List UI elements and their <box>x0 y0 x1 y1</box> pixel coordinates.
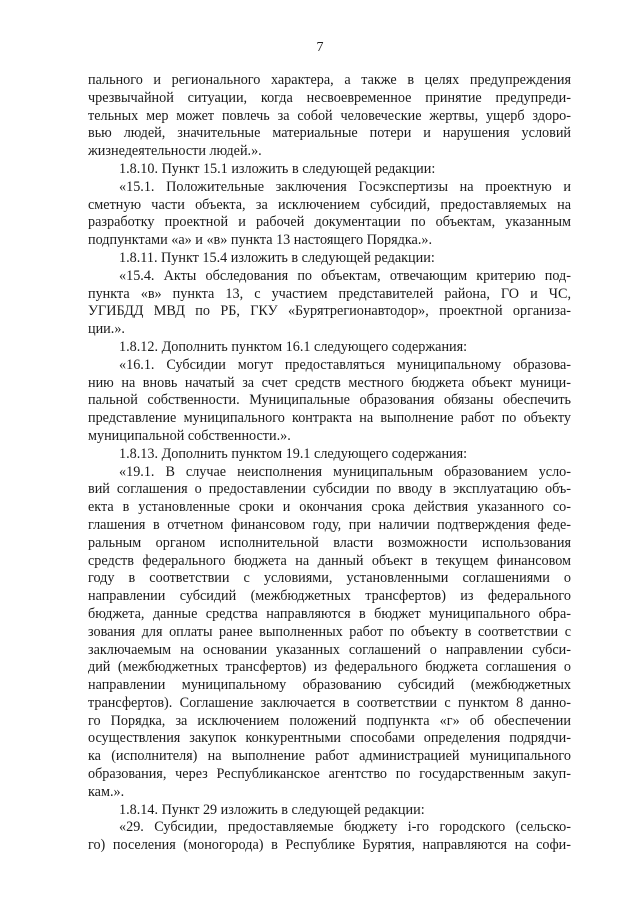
text-line: пальной собственности. Муниципальные образования обязаны обеспечить <box>88 392 571 409</box>
text-line: подпунктами «а» и «в» пункта 13 настоящего Порядка.». <box>88 232 433 249</box>
paragraph <box>88 268 571 339</box>
paragraph <box>88 464 571 802</box>
paragraph <box>88 250 571 268</box>
text-line: направлении субсидий (межбюджетных трансфертов) из федерального <box>88 588 571 605</box>
text-line: заключаемым на основании указанных соглашений о направлении субси- <box>88 641 571 658</box>
text-line: разработку проектной и рабочей документации по объектам, указанным <box>88 214 571 231</box>
text-line: ральным органом исполнительной власти возможности использования <box>88 534 571 551</box>
text-line: «15.4. Акты обследования по объектам, отвечающим критерию под- <box>119 267 571 284</box>
text-line: го) поселения (моногорода) в Республике Бурятия, направляются на софи- <box>88 837 571 854</box>
paragraph <box>88 802 571 820</box>
text-line: УГИБДД МВД по РБ, ГКУ «Бурятрегионавтодор», проектной организа- <box>88 303 571 320</box>
text-line: сметную части объекта, за исключением субсидий, предоставляемых на <box>88 196 571 213</box>
text-line: го Порядка, за исключением положений подпункта «г» об обеспечении <box>88 712 571 729</box>
text-line: чрезвычайной ситуации, когда несвоевременное принятие предупреди- <box>88 89 571 106</box>
text-line: трансфертов). Соглашение заключается в соответствии с пунктом 8 данно- <box>88 694 571 711</box>
paragraph <box>88 339 571 357</box>
text-line: 1.8.13. Дополнить пунктом 19.1 следующего содержания: <box>119 445 468 462</box>
text-line: тельных мер может повлечь за собой человеческие жертвы, ущерб здоро- <box>88 107 571 124</box>
text-line: глашения в отчетном финансовом году, при наличии подтверждения феде- <box>88 516 571 533</box>
text-line: 1.8.12. Дополнить пунктом 16.1 следующего содержания: <box>119 338 468 355</box>
text-line: осуществления закупок конкурентными способами определения подрядчи- <box>88 730 571 747</box>
text-line: муниципальной собственности.». <box>88 427 291 444</box>
text-line: образования, через Республиканское агентство по государственным закуп- <box>88 766 571 783</box>
text-line: 1.8.14. Пункт 29 изложить в следующей редакции: <box>119 801 425 818</box>
page-number: 7 <box>316 40 324 55</box>
text-line: средств федерального бюджета на данный объект в текущем финансовом <box>88 552 571 569</box>
text-line: «29. Субсидии, предоставляемые бюджету i-го городского (сельско- <box>119 819 571 836</box>
text-line: нию на вновь начатый за счет средств местного бюджета объект муници- <box>88 374 571 391</box>
paragraph <box>88 179 571 250</box>
text-line: вий соглашения о предоставлении субсидии по вводу в эксплуатацию объ- <box>88 481 571 498</box>
text-line: году в соответствии с условиями, установленными соглашениями о <box>88 570 571 587</box>
paragraph <box>88 161 571 179</box>
text-line: дий (межбюджетных трансфертов) из федерального бюджета соглашения о <box>88 659 571 676</box>
paragraph <box>88 357 571 446</box>
text-line: «15.1. Положительные заключения Госэкспертизы на проектную и <box>119 178 571 195</box>
text-line: «19.1. В случае неисполнения муниципальным образованием усло- <box>119 463 571 480</box>
text-line: пального и регионального характера, а также в целях предупреждения <box>88 72 571 88</box>
text-line: направлении муниципальному образованию субсидий (межбюджетных <box>88 677 571 694</box>
text-line: 1.8.11. Пункт 15.4 изложить в следующей редакции: <box>119 249 435 266</box>
document-body <box>88 72 571 855</box>
paragraph <box>88 72 571 161</box>
text-line: бюджета, данные средства направляются в бюджет муниципального обра- <box>88 605 571 622</box>
text-line: зования для оплаты ранее выполненных работ по объекту в соответствии с <box>88 623 571 640</box>
text-line: жизнедеятельности людей.». <box>88 143 262 160</box>
text-line: екта в установленные сроки и окончания срока действия указанного со- <box>88 499 571 516</box>
paragraph <box>88 446 571 464</box>
text-line: ка (исполнителя) на выполнение работ администрацией муниципального <box>88 748 571 765</box>
paragraph <box>88 819 571 855</box>
text-line: кам.». <box>88 783 125 800</box>
text-line: представление муниципального контракта на выполнение работ по объекту <box>88 410 571 427</box>
text-line: 1.8.10. Пункт 15.1 изложить в следующей редакции: <box>119 160 436 177</box>
text-line: «16.1. Субсидии могут предоставляться муниципальному образова- <box>119 356 571 373</box>
text-line: вью людей, значительные материальные потери и нарушения условий <box>88 125 571 142</box>
text-line: ции.». <box>88 321 125 338</box>
text-line: пункта «в» пункта 13, с участием представителей района, ГО и ЧС, <box>88 285 571 302</box>
